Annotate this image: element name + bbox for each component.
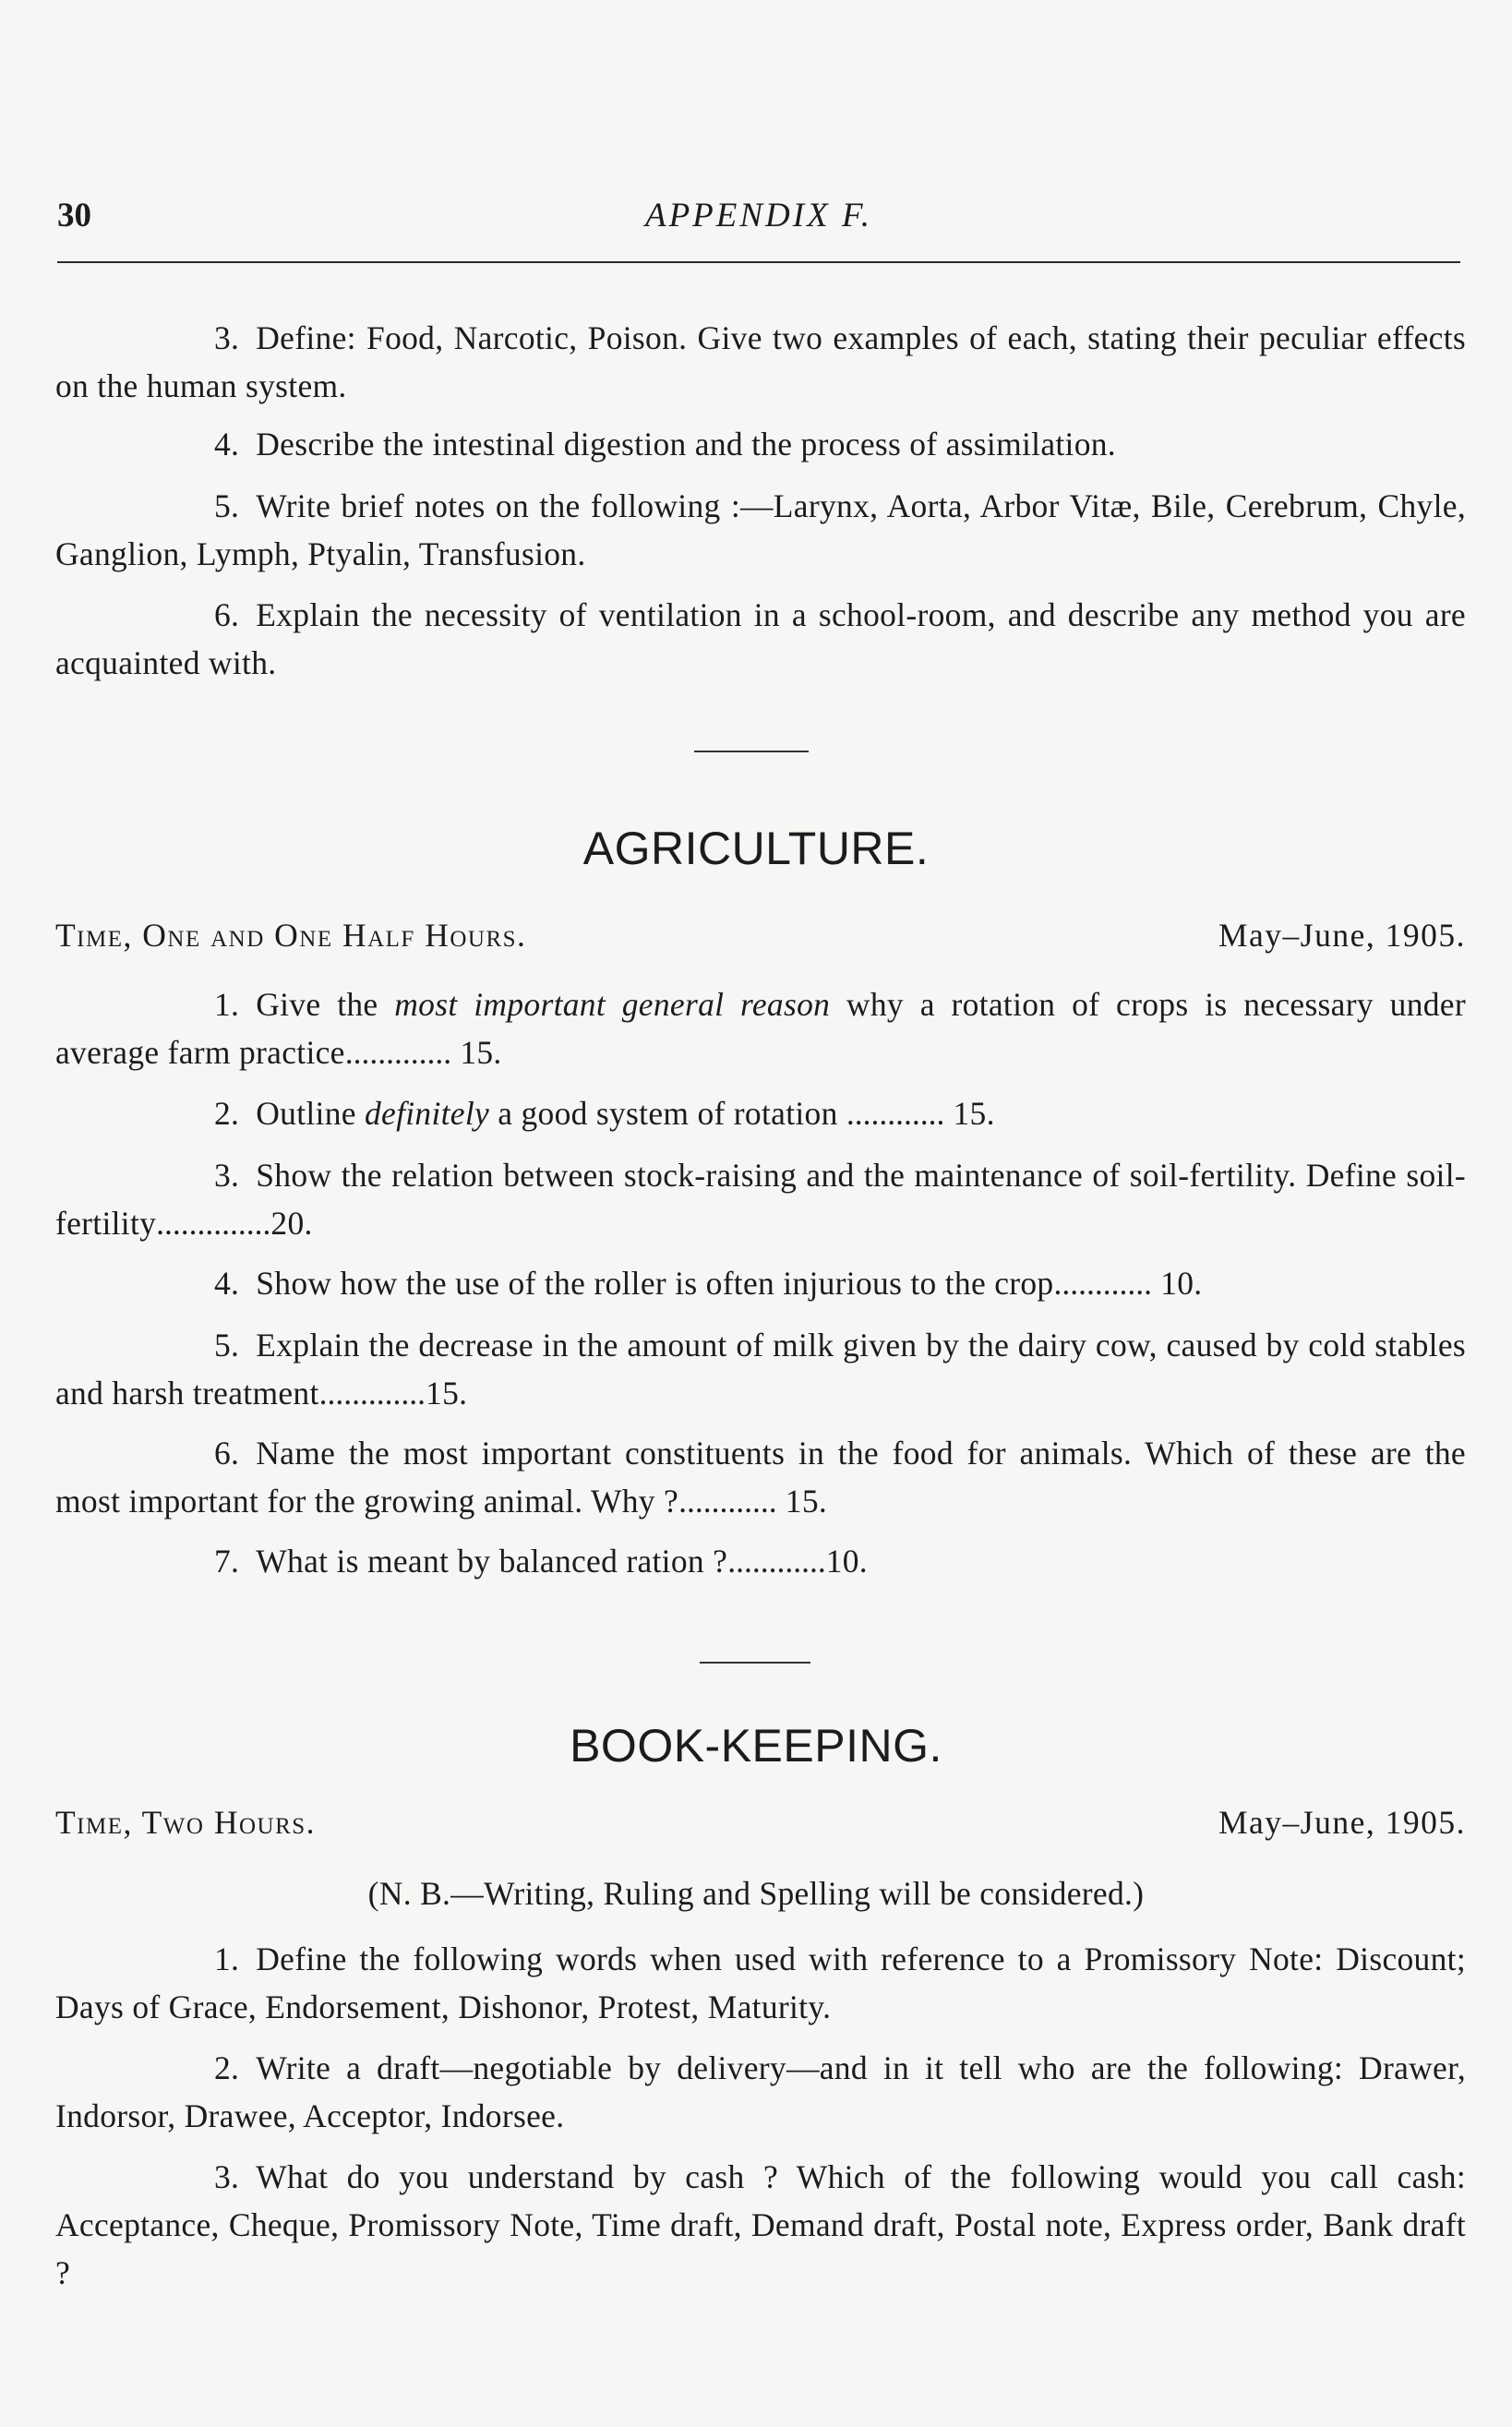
question-emphasis: most important general reason [394, 986, 831, 1023]
question-text: Show how the use of the roller is often injurious to the crop [256, 1265, 1054, 1302]
leader-dots: ............ [846, 1095, 945, 1132]
question-text: why a rotation of crops is necessary under average farm practice [55, 986, 1466, 1071]
question-text: Describe the intestinal digestion and the process of assimilation. [256, 426, 1116, 463]
exam-date: May–June, 1905. [1218, 1804, 1466, 1841]
bookkeeping-meta [55, 1803, 1466, 1849]
question-item [55, 980, 1466, 1076]
exam-date: May–June, 1905. [1218, 917, 1466, 954]
question-item [55, 2044, 1466, 2140]
header-rule [57, 261, 1460, 263]
section-divider [694, 751, 809, 752]
question-number: 4. [214, 1265, 240, 1302]
question-item [55, 1321, 1466, 1417]
question-item [55, 1537, 1466, 1585]
question-text: Outline [256, 1095, 365, 1132]
page-number: 30 [57, 197, 91, 234]
question-marks: 15. [426, 1375, 468, 1412]
question-number: 1. [214, 986, 240, 1023]
question-item [55, 314, 1466, 410]
question-text: What do you understand by cash ? Which of the following would you call cash: Acceptance, Cheque, Promissory Note, Time draft, Demand draft, Postal note, Express order, Bank draft ? [55, 2158, 1466, 2291]
question-marks: 15. [953, 1095, 995, 1132]
leader-dots: ............. [344, 1034, 452, 1071]
section-divider [700, 1662, 810, 1664]
question-text: a good system of rotation [489, 1095, 846, 1132]
question-marks: 15. [460, 1034, 502, 1071]
question-item [55, 2153, 1466, 2297]
question-marks: 10. [825, 1543, 868, 1580]
exam-time: Time, One and One Half Hours. [55, 917, 527, 954]
question-number: 3. [214, 2158, 240, 2195]
question-item [55, 1151, 1466, 1247]
question-marks: 10. [1160, 1265, 1203, 1302]
question-item [55, 1429, 1466, 1525]
question-item [55, 420, 1466, 468]
question-number: 5. [214, 1327, 240, 1364]
question-number: 7. [214, 1543, 240, 1580]
question-text: Give the [256, 986, 395, 1023]
question-number: 6. [214, 596, 240, 633]
exam-time: Time, Two Hours. [55, 1804, 317, 1841]
running-head [57, 196, 1460, 242]
question-item [55, 1259, 1466, 1307]
question-text: Explain the necessity of ventilation in a school-room, and describe any method you are acquainted with. [55, 596, 1466, 681]
question-item [55, 482, 1466, 578]
question-number: 6. [214, 1435, 240, 1472]
section-title-bookkeeping: BOOK-KEEPING. [570, 1720, 942, 1772]
agriculture-meta [55, 916, 1466, 962]
question-number: 4. [214, 426, 240, 463]
leader-dots: ............. [318, 1375, 426, 1412]
question-text: Write brief notes on the following :—Larynx, Aorta, Arbor Vitæ, Bile, Cerebrum, Chyle, Ganglion, Lymph, Ptyalin, Transfusion. [55, 487, 1466, 572]
running-title: APPENDIX F. [644, 197, 873, 234]
question-number: 3. [214, 1157, 240, 1194]
question-item [55, 591, 1466, 687]
leader-dots: ............ [727, 1543, 826, 1580]
question-text: Name the most important constituents in the food for animals. Which of these are the most important for the growing animal. Why ? [55, 1435, 1466, 1520]
question-text: Show the relation between stock-raising and the maintenance of soil-fertility. Define soil-fertility [55, 1157, 1466, 1242]
question-number: 2. [214, 1095, 240, 1132]
question-number: 2. [214, 2049, 240, 2086]
question-marks: 15. [785, 1483, 828, 1520]
question-item [55, 1089, 1466, 1137]
question-marks: 20. [270, 1205, 313, 1242]
question-text: Define: Food, Narcotic, Poison. Give two examples of each, stating their peculiar effects on the human system. [55, 319, 1466, 404]
question-item [55, 1935, 1466, 2031]
question-number: 3. [214, 319, 240, 356]
question-number: 5. [214, 487, 240, 524]
leader-dots: ............ [1053, 1265, 1152, 1302]
section-title-agriculture: AGRICULTURE. [582, 823, 930, 874]
leader-dots: ............ [678, 1483, 777, 1520]
question-text: Write a draft—negotiable by delivery—and in it tell who are the following: Drawer, Indorsor, Drawee, Acceptor, Indorsee. [55, 2049, 1466, 2134]
question-text: What is meant by balanced ration ? [256, 1543, 728, 1580]
question-text: Define the following words when used with reference to a Promissory Note: Discount; Days of Grace, Endorsement, Dishonor, Protest, Maturity. [55, 1940, 1466, 2025]
question-text: Explain the decrease in the amount of milk given by the dairy cow, caused by cold stables and harsh treatment [55, 1327, 1466, 1412]
question-number: 1. [214, 1940, 240, 1977]
leader-dots: .............. [156, 1205, 271, 1242]
question-emphasis: definitely [365, 1095, 490, 1132]
exam-note: (N. B.—Writing, Ruling and Spelling will be considered.) [367, 1875, 1145, 1912]
